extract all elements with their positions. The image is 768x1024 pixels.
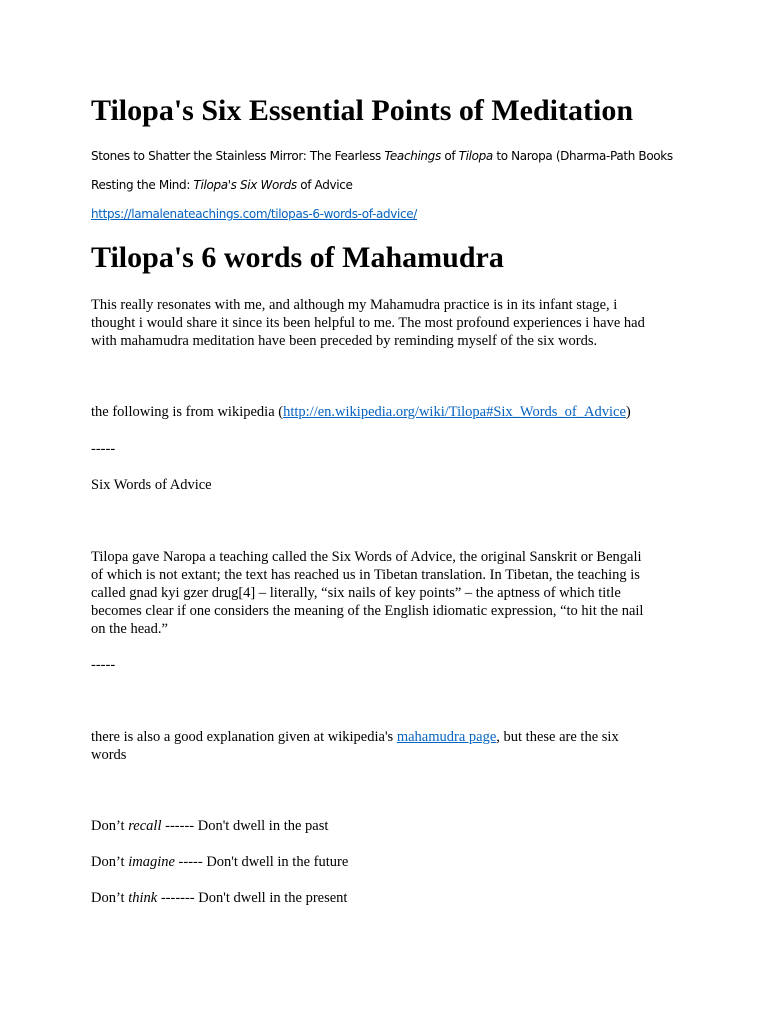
quote-line-3: called gnad kyi gzer drug[4] – literally, “six nails of key points” – the aptness of which title — [91, 585, 621, 601]
page-title: Tilopa's Six Essential Points of Meditation — [91, 94, 634, 127]
reference-1-text-a: Stones to Shatter the Stainless Mirror: The Fearless — [91, 149, 385, 163]
quote-line-1: Tilopa gave Naropa a teaching called the Six Words of Advice, the original Sanskrit or Bengali — [91, 549, 642, 565]
advice-prefix: Don’t — [91, 890, 129, 906]
advice-meaning: ------- Don't dwell in the present — [157, 890, 348, 906]
advice-word: think — [128, 890, 158, 906]
quote-line-5: on the head.” — [91, 621, 168, 637]
advice-item-imagine — [91, 853, 348, 871]
advice-item-think — [91, 889, 347, 907]
reference-line-2 — [91, 177, 353, 193]
wikipedia-source-line — [91, 403, 631, 421]
advice-meaning: ----- Don't dwell in the future — [174, 854, 349, 870]
reference-link[interactable]: https://lamalenateachings.com/tilopas-6-words-of-advice/ — [91, 207, 417, 221]
wikipedia-source-close: ) — [625, 404, 631, 420]
intro-line-1: This really resonates with me, and although my Mahamudra practice is in its infant stage, i — [91, 297, 618, 313]
reference-2-text-a: Resting the Mind: — [91, 178, 194, 192]
wikipedia-tilopa-link[interactable]: http://en.wikipedia.org/wiki/Tilopa#Six_Words_of_Advice — [283, 404, 626, 420]
reference-1-text-b: of — [440, 149, 459, 163]
separator-1: ----- — [91, 441, 116, 457]
advice-prefix: Don’t — [91, 818, 129, 834]
reference-link-line — [91, 206, 417, 222]
explanation-line-2: words — [91, 747, 127, 763]
reference-line-1 — [91, 148, 673, 164]
subheading-six-words: Six Words of Advice — [91, 477, 212, 493]
intro-line-3: with mahamudra meditation have been preceded by reminding myself of the six words. — [91, 333, 598, 349]
reference-2-italic-title: Tilopa's Six Words — [193, 178, 297, 192]
reference-2-text-b: of Advice — [296, 178, 353, 192]
quote-line-2: of which is not extant; the text has reached us in Tibetan translation. In Tibetan, the teaching is — [91, 567, 640, 583]
reference-1-italic-teachings: Teachings — [384, 149, 441, 163]
reference-1-text-c: to Naropa (Dharma-Path Books — [492, 149, 673, 163]
explanation-text: there is also a good explanation given at wikipedia's — [91, 729, 397, 745]
advice-word: imagine — [128, 854, 175, 870]
reference-1-italic-tilopa: Tilopa — [458, 149, 493, 163]
wikipedia-source-text: the following is from wikipedia ( — [91, 404, 284, 420]
advice-word: recall — [128, 818, 162, 834]
advice-meaning: ------ Don't dwell in the past — [161, 818, 329, 834]
advice-prefix: Don’t — [91, 854, 129, 870]
advice-item-recall — [91, 817, 328, 835]
separator-2: ----- — [91, 657, 116, 673]
quote-line-4: becomes clear if one considers the meaning of the English idiomatic expression, “to hit the nail — [91, 603, 644, 619]
explanation-line-1 — [91, 728, 619, 746]
intro-line-2: thought i would share it since its been helpful to me. The most profound experiences i have had — [91, 315, 645, 331]
section-heading: Tilopa's 6 words of Mahamudra — [91, 241, 504, 274]
explanation-text-after: , but these are the six — [496, 729, 619, 745]
mahamudra-page-link[interactable]: mahamudra page — [396, 729, 497, 745]
